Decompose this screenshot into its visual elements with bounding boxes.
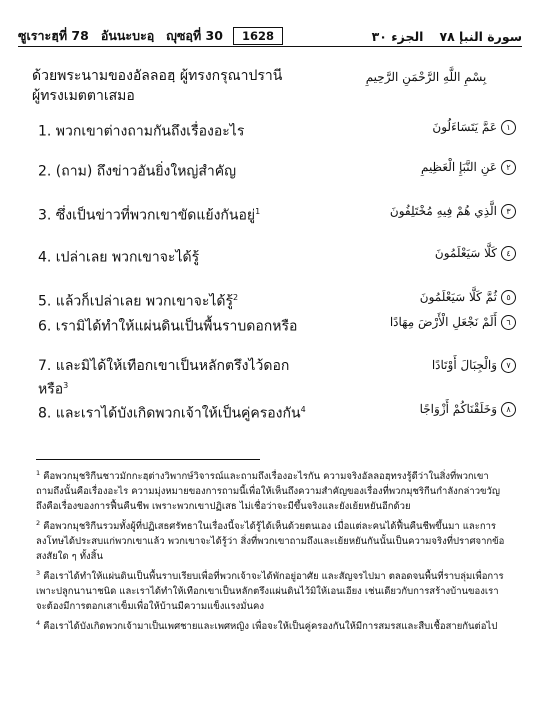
verse-thai: 7. และมิได้ให้เทือกเขาเป็นหลักตรึงไว้ดอกหรือ$^3$: [38, 358, 290, 398]
verse-number-marker: ٣: [501, 204, 516, 219]
verse-number-marker: ٢: [501, 160, 516, 175]
header-thai-info: [18, 26, 223, 46]
basmala-thai: ด้วยพระนามของอัลลอฮฺ ผู้ทรงกรุณาปรานี ผู้ทรงเมตตาเสมอ: [32, 68, 283, 104]
page-number: 1628: [233, 27, 283, 45]
verse-thai: 8. และเราได้บังเกิดพวกเจ้าให้เป็นคู่ครองกัน$^4$: [38, 405, 306, 422]
header-juz: ญุซอฺที่ 30: [166, 28, 223, 43]
footnote-3: $^3$ คือเราได้ทำให้แผ่นดินเป็นพื้นราบเรียบเพื่อที่พวกเจ้าจะได้พักอยู่อาศัย และสัญจรไปมา ตลอดจนพื้นที่ราบลุ่มเพื่อการเพาะปลูกนานาชนิด และเราได้ทำให้เทือกเขาเป็นหลักตรึงแผ่นดินไว้มิให้เอนเอียง เช่นเดียวกับการสร้างบ้านของเราจะต้องมีการตอกเสาเข็มเพื่อให้บ้านมีความแข็งแรงมั่นคง: [36, 569, 504, 613]
verse-arabic: ٢عَنِ النَّبَإِ الْعَظِيمِ: [336, 160, 516, 175]
verse-thai: 3. ซึ่งเป็นข่าวที่พวกเขาขัดแย้งกันอยู่$^1$: [38, 207, 261, 224]
verse-arabic: ١عَمَّ يَتَسَاءَلُونَ: [336, 120, 516, 135]
header-surah-number: ซูเราะฮฺที่ 78: [18, 28, 89, 43]
verse-number-marker: ٦: [501, 315, 516, 330]
verse-thai: 2. (ถาม) ถึงข่าวอันยิ่งใหญ่สำคัญ: [38, 163, 237, 180]
verse-number-marker: ٥: [501, 290, 516, 305]
verse-number-marker: ٨: [501, 402, 516, 417]
basmala-arabic: بِسْمِ اللَّهِ الرَّحْمَنِ الرَّحِيمِ: [365, 70, 487, 84]
verse-number-marker: ١: [501, 120, 516, 135]
verse-arabic: ٤كَلَّا سَيَعْلَمُونَ: [336, 246, 516, 261]
verse-arabic: ٧وَالْجِبَالَ أَوْتَادًا: [336, 358, 516, 373]
header-arabic-info: [372, 29, 522, 44]
verse-number-marker: ٤: [501, 246, 516, 261]
verse-thai: 5. แล้วก็เปล่าเลย พวกเขาจะได้รู้$^2$: [38, 293, 239, 310]
verse-thai: 1. พวกเขาต่างถามกันถึงเรื่องอะไร: [38, 123, 245, 140]
verse-thai: 4. เปล่าเลย พวกเขาจะได้รู้: [38, 249, 200, 266]
header-surah-name: อันนะบะอฺ: [100, 28, 155, 43]
page-header: [18, 26, 522, 47]
verse-arabic: ٣الَّذِي هُمْ فِيهِ مُخْتَلِفُونَ: [336, 204, 516, 219]
footnotes: [36, 466, 506, 637]
footnote-2: $^2$ คือพวกมุชริกีนรวมทั้งผู้ที่ปฏิเสธศรัทธาในเรื่องนี้จะได้รู้ได้เห็นด้วยตนเอง เมื่อแต่ละคนได้ฟื้นคืนชีพขึ้นมา และการลงโทษได้ประสบแก่พวกเขาแล้ว พวกเขาจะได้รู้ว่า สิ่งที่พวกเขาถามถึงและเย้ยหยันกันนั้นเป็นความจริงที่ปราศจากข้อสงสัยใด ๆ ทั้งสิ้น: [36, 519, 505, 563]
verse-arabic: ٦أَلَمْ نَجْعَلِ الْأَرْضَ مِهَادًا: [336, 315, 516, 330]
verse-arabic: ٨وَخَلَقْنَاكُمْ أَزْوَاجًا: [336, 402, 516, 417]
footnote-4: $^4$ คือเราได้บังเกิดพวกเจ้ามาเป็นเพศชายและเพศหญิง เพื่อจะให้เป็นคู่ครองกันให้มีการสมรสและสืบเชื้อสายกันต่อไป: [36, 619, 498, 633]
header-arabic-juz: الجزء ٣٠: [371, 28, 424, 44]
verse-arabic: ٥ثُمَّ كَلَّا سَيَعْلَمُونَ: [336, 290, 516, 305]
footnote-divider: [36, 459, 260, 460]
header-arabic-surah: سورة النبإ ٧٨: [439, 28, 522, 44]
footnote-1: $^1$ คือพวกมุชริกีนชาวมักกะฮฺต่างวิพากษ์วิจารณ์และถามถึงเรื่องอะไรกัน ความจริงอัลลอฮฺทรงรู้ดีว่าในสิ่งที่พวกเขาถามถึงนั้นคือเรื่องอะไร ความมุ่งหมายของการถามนี้เพื่อให้เห็นถึงความสำคัญของเรื่องที่พวกมุชริกีนกำลังกล่าวขวัญถึงคือเรื่องของการฟื้นคืนชีพ เพราะพวกเขาปฏิเสธ ไม่เชื่อว่าจะมีขึ้นจริงและยังเย้ยหยันอีกด้วย: [36, 469, 500, 513]
verse-number-marker: ٧: [501, 358, 516, 373]
verse-thai: 6. เรามิได้ทำให้แผ่นดินเป็นพื้นราบดอกหรือ: [38, 318, 298, 335]
